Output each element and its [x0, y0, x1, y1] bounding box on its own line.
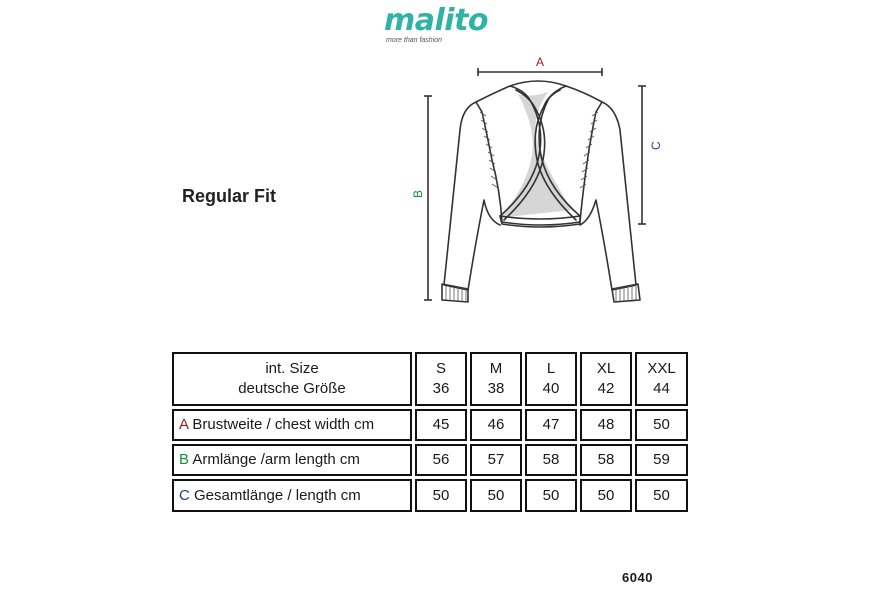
row-label-arm-length [172, 444, 412, 476]
value-cell: 50 [525, 479, 577, 512]
header-size-cell [580, 352, 632, 406]
row-label-text: B Armlänge /arm length cm [179, 451, 360, 468]
size-de: 40 [542, 380, 560, 397]
brand-tagline: more than fashion [386, 37, 443, 44]
dimension-b [424, 96, 432, 300]
value-cell: 50 [470, 479, 522, 512]
size-int: S [435, 360, 446, 377]
dimension-c-label: C [649, 141, 663, 150]
value-cell: 56 [415, 444, 467, 476]
dimension-a [478, 68, 602, 76]
value-cell: 58 [580, 444, 632, 476]
size-de: 44 [653, 380, 670, 397]
row-label-total-length [172, 479, 412, 512]
row-letter-c: C [179, 486, 190, 504]
row-letter-b: B [179, 451, 190, 468]
size-int: L [546, 360, 556, 377]
right-sleeve [580, 102, 636, 290]
value-cell: 48 [580, 409, 632, 441]
size-int: XL [596, 360, 616, 377]
size-de: 42 [597, 380, 615, 397]
header-size-cell [415, 352, 467, 406]
row-label-text: A Brustweite / chest width cm [179, 416, 375, 433]
size-de: 38 [487, 380, 505, 397]
row-label-chest-width [172, 409, 412, 441]
value-cell: 47 [525, 409, 577, 441]
brand-logo [384, 4, 494, 48]
value-cell: 57 [470, 444, 522, 476]
value-cell: 50 [635, 479, 688, 512]
value-cell: 50 [580, 479, 632, 512]
dimension-a-label: A [536, 55, 545, 69]
header-german-size: deutsche Größe [238, 380, 346, 397]
article-number: 6040 [622, 570, 653, 585]
value-cell: 46 [470, 409, 522, 441]
brand-name: malito [384, 3, 489, 38]
header-size-cell [635, 352, 688, 406]
garment-diagram [400, 50, 670, 310]
size-int: XXL [647, 360, 676, 377]
dimension-b-label: B [411, 189, 425, 198]
value-cell: 45 [415, 409, 467, 441]
size-int: M [489, 360, 503, 377]
value-cell: 59 [635, 444, 688, 476]
size-de: 36 [432, 380, 450, 397]
header-label-cell [172, 352, 412, 406]
value-cell: 58 [525, 444, 577, 476]
fit-label: Regular Fit [182, 186, 277, 206]
value-cell: 50 [635, 409, 688, 441]
header-size-cell [470, 352, 522, 406]
row-letter-a: A [179, 416, 189, 433]
row-label-text: C Gesamtlänge / length cm [179, 486, 361, 504]
size-table [172, 352, 688, 514]
header-size-cell [525, 352, 577, 406]
left-sleeve [444, 102, 500, 290]
header-int-size: int. Size [265, 360, 319, 377]
dimension-c [638, 86, 646, 224]
value-cell: 50 [415, 479, 467, 512]
